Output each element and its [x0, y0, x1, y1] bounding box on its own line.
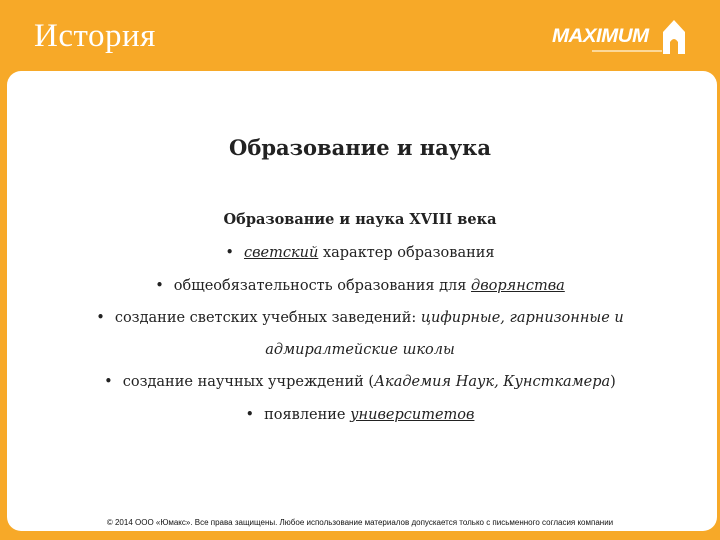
bullet-continuation: адмиралтейские школы	[265, 342, 455, 358]
slide-section-title: История	[34, 18, 156, 54]
bullet-icon: •	[225, 245, 234, 261]
bullet-item: • создание светских учебных заведений: цифирные, гарнизонные и	[96, 310, 624, 326]
bullet-item: • создание научных учреждений (Академия Наук, Кунсткамера)	[104, 374, 616, 390]
bullet-icon: •	[96, 310, 105, 326]
bullet-icon: •	[104, 374, 113, 390]
logo-tagline	[592, 50, 662, 52]
copyright-footer: © 2014 ООО «Юмакс». Все права защищены. Любое использование материалов допускается только с письменного согласия компании	[106, 518, 614, 527]
logo-wordmark: MAXIMUM	[552, 26, 649, 47]
slide-subheading: Образование и наука XVIII века	[223, 211, 497, 228]
logo-house-icon	[660, 18, 688, 56]
slide-heading: Образование и наука	[229, 135, 491, 160]
bullet-icon: •	[155, 278, 164, 294]
bullet-icon: •	[245, 407, 255, 423]
bullet-item: • появление университетов	[245, 407, 475, 423]
maximum-logo	[552, 18, 687, 60]
bullet-item: • общеобязательность образования для дворянства	[155, 278, 565, 294]
bullet-item: • светский характер образования	[225, 245, 495, 261]
